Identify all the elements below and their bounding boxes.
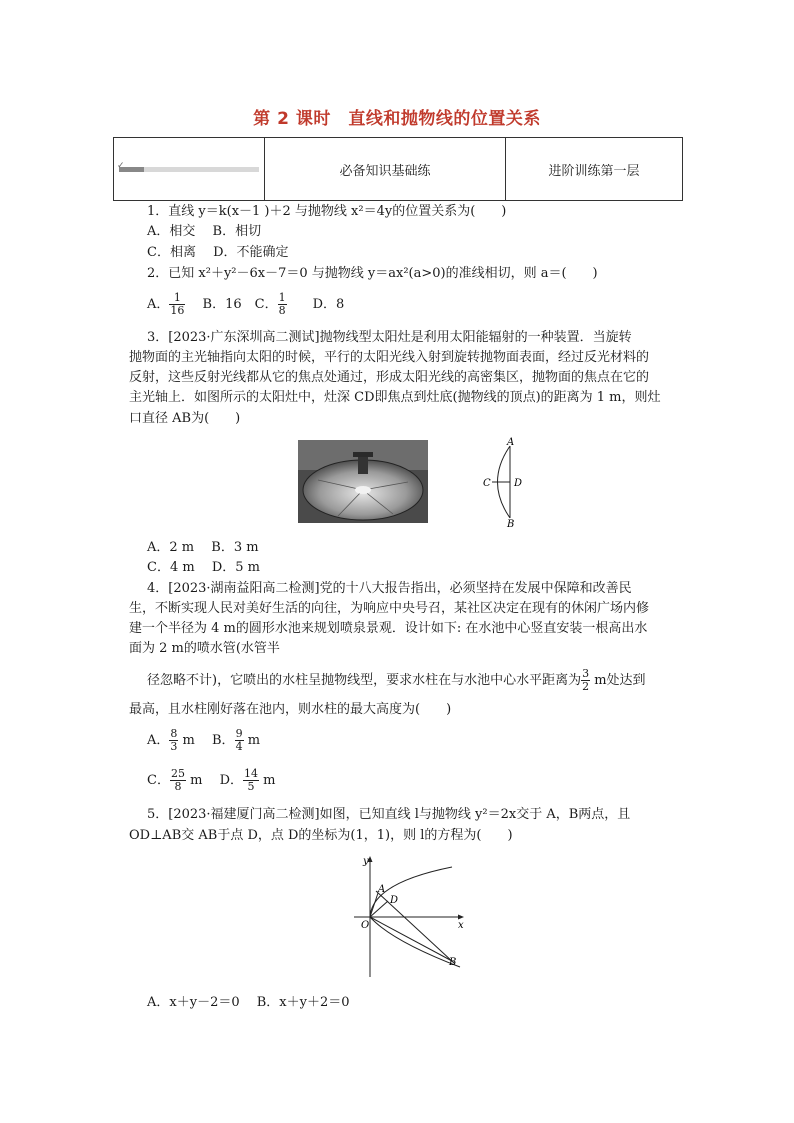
fig2-label-d: D xyxy=(390,895,399,906)
q3-line-5: 口直径 AB为( ) xyxy=(129,411,241,426)
q1-stem: 1．直线 y＝k(x－1 )＋2 与抛物线 x²＝4y的位置关系为( ) xyxy=(147,204,507,219)
level-label: 进阶训练第一层 xyxy=(506,138,683,201)
fig2-label-a: A xyxy=(378,884,386,895)
q5-options-row1 xyxy=(147,994,350,1012)
q2-option-b[interactable]: B．16 xyxy=(202,297,242,312)
q3-option-a[interactable]: A．2 m xyxy=(147,540,195,555)
fig1-label-b: B xyxy=(507,519,515,528)
solar-cooker-photo xyxy=(298,440,428,523)
q4-c-fraction: $\frac{25}{8}$ xyxy=(170,767,185,793)
q2-option-a[interactable]: A． $\frac{1}{16}$ xyxy=(147,291,185,317)
fig1-label-c: C xyxy=(483,478,491,489)
q3-option-d[interactable]: D．5 m xyxy=(211,560,260,575)
q1-option-a[interactable]: A．相交 xyxy=(147,224,196,239)
q5-line-1: 5．[2023·福建厦门高二检测]如图，已知直线 l与抛物线 y²＝2x交于 A，B两点，且 xyxy=(147,807,631,822)
q4-line-5: 径忽略不计)，它喷出的水柱呈抛物线型，要求水柱在与水池中心水平距离为 $\frac{3}{2}$ m处达到 xyxy=(147,667,646,693)
q4-distance-fraction: $\frac{3}{2}$ xyxy=(582,667,590,693)
q1-option-b[interactable]: B．相切 xyxy=(212,224,262,239)
q5-option-a[interactable]: A．x＋y－2＝0 xyxy=(147,995,240,1010)
q4-a-fraction: $\frac{8}{3}$ xyxy=(170,727,178,753)
q2-c-fraction: $\frac{1}{8}$ xyxy=(278,291,286,317)
q1-option-c[interactable]: C．相离 xyxy=(147,245,196,260)
section-header-table xyxy=(113,137,683,201)
q4-options-row1 xyxy=(147,724,260,758)
q1-options-row2 xyxy=(147,244,289,262)
q3-options-row2 xyxy=(147,559,260,577)
q4-option-d[interactable]: D． $\frac{14}{5}$ m xyxy=(219,767,276,793)
q4-line-1: 4．[2023·湖南益阳高二检测]党的十八大报告指出，必须坚持在发展中保障和改善民 xyxy=(147,581,632,596)
q4-line-6: 最高，且水柱刚好落在池内，则水柱的最大高度为( ) xyxy=(129,702,452,717)
q4-option-c[interactable]: C． $\frac{25}{8}$ m xyxy=(147,767,203,793)
q2-option-d[interactable]: D．8 xyxy=(312,297,345,312)
q4-b-fraction: $\frac{9}{4}$ xyxy=(235,727,243,753)
fig2-label-y: y xyxy=(363,856,369,867)
q3-line-2: 抛物面的主光轴指向太阳的时候，平行的太阳光线入射到旋转抛物面表面，经过反光材料的 xyxy=(129,350,650,365)
q1-option-d[interactable]: D．不能确定 xyxy=(213,245,289,260)
q3-line-1: 3．[2023·广东深圳高二测试]抛物线型太阳灶是利用太阳能辐射的一种装置．当旋转 xyxy=(147,330,632,345)
progress-bar xyxy=(117,160,259,172)
q4-d-fraction: $\frac{14}{5}$ xyxy=(244,767,258,793)
fig1-label-d: D xyxy=(514,478,523,489)
q5-option-b[interactable]: B．x＋y＋2＝0 xyxy=(256,995,350,1010)
q4-option-a[interactable]: A． $\frac{8}{3}$ m xyxy=(147,727,195,753)
q4-line-2: 生，不断实现人民对美好生活的向往，为响应中央号召，某社区决定在现有的休闲广场内修 xyxy=(129,601,650,616)
q2-option-c[interactable]: C． $\frac{1}{8}$ xyxy=(254,291,286,317)
q4-options-row2 xyxy=(147,764,275,798)
progress-cell xyxy=(114,138,265,201)
q3-line-4: 主光轴上．如图所示的太阳灶中，灶深 CD即焦点到灶底(抛物线的顶点)的距离为 1 m，则灶 xyxy=(129,390,661,405)
page-title: 第 2 课时 直线和抛物线的位置关系 xyxy=(253,109,541,129)
q4-line-3: 建一个半径为 4 m的圆形水池来规划喷泉景观．设计如下: 在水池中心竖直安装一根高出水 xyxy=(129,621,648,636)
q4-line-4: 面为 2 m的喷水管(水管半 xyxy=(129,641,280,656)
q3-line-3: 反射，这些反射光线都从它的焦点处通过，形成太阳光线的高密集区，抛物面的焦点在它的 xyxy=(129,370,650,385)
check-icon: ✓ xyxy=(117,160,125,171)
fig2-label-x: x xyxy=(458,920,464,931)
parabola-dish-diagram xyxy=(480,436,530,528)
fig2-label-b: B xyxy=(449,957,457,968)
q3-option-b[interactable]: B．3 m xyxy=(211,540,259,555)
parabola-line-diagram xyxy=(352,853,472,983)
q4-option-b[interactable]: B． $\frac{9}{4}$ m xyxy=(212,727,261,753)
fig1-label-a: A xyxy=(507,437,515,448)
q3-options-row1 xyxy=(147,539,259,557)
section-label: 必备知识基础练 xyxy=(265,138,506,201)
q1-options-row1 xyxy=(147,223,261,241)
q2-stem: 2．已知 x²＋y²－6x－7＝0 与抛物线 y＝ax²(a>0)的准线相切，则 a＝( ) xyxy=(147,266,598,281)
q2-a-fraction: $\frac{1}{16}$ xyxy=(170,291,185,317)
q2-options xyxy=(147,290,344,320)
q3-option-c[interactable]: C．4 m xyxy=(147,560,195,575)
fig2-label-o: O xyxy=(361,920,370,931)
q5-line-2: OD⊥AB交 AB于点 D，点 D的坐标为(1，1)，则 l的方程为( ) xyxy=(129,828,513,843)
